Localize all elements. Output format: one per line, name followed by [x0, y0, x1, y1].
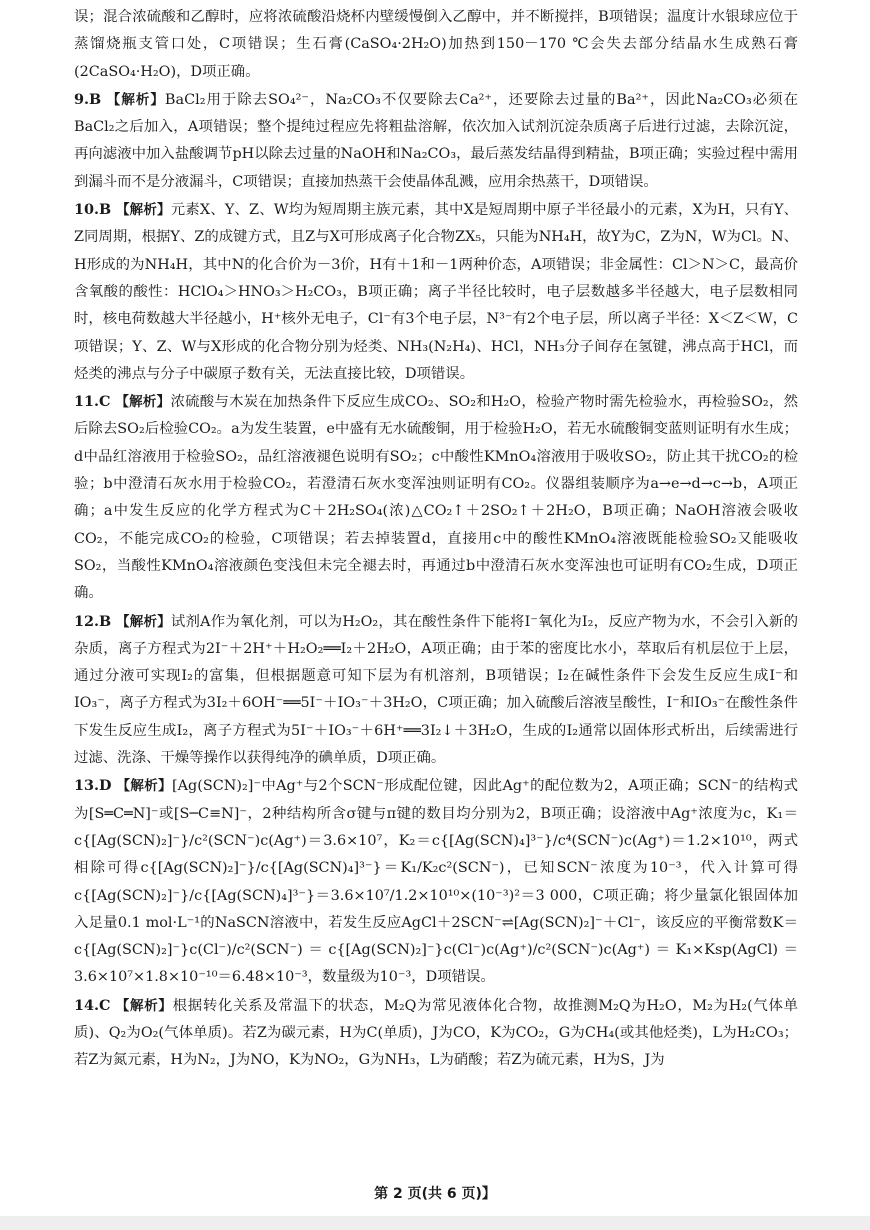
page-footer: 第 2 页(共 6 页)】 — [374, 1186, 496, 1202]
paragraph-text: 误；混合浓硫酸和乙醇时，应将浓硫酸沿烧杯内壁缓慢倒入乙醇中，并不断搅拌，B项错误；温度计水银球应位于蒸馏烧瓶支管口处，C项错误；生石膏(CaSO₄·2H₂O)加热到150－170 ℃会失去部分结晶水生成熟石膏(2CaSO₄·H₂O)，D项正确。 — [74, 9, 798, 80]
paragraph-text: 试剂A作为氧化剂，可以为H₂O₂，其在酸性条件下能将I⁻氧化为I₂，反应产物为水，不会引入新的杂质，离子方程式为2I⁻＋2H⁺＋H₂O₂══I₂＋2H₂O，A项正确；由于苯的密度比水小，萃取后有机层位于上层，通过分液可实现I₂的富集，但根据题意可知下层为有机溶剂，B项错误；I₂在碱性条件下会发生反应生成I⁻和IO₃⁻，离子方程式为3I₂＋6OH⁻══5I⁻＋IO₃⁻＋3H₂O，C项正确；加入硫酸后溶液呈酸性，I⁻和IO₃⁻在酸性条件下发生反应生成I₂，离子方程式为5I⁻＋IO₃⁻＋6H⁺══3I₂↓＋3H₂O，生成的I₂通常以固体形式析出，后续需进行过滤、洗涤、干燥等操作以获得纯净的碘单质，D项正确。 — [74, 613, 799, 767]
question-number: 12.B — [74, 612, 112, 630]
answer-10 — [74, 196, 798, 388]
paragraph-8-continued — [74, 4, 798, 86]
bottom-edge — [0, 1216, 870, 1230]
question-number: 10.B — [74, 201, 112, 219]
paragraph-text: 元素X、Y、Z、W均为短周期主族元素，其中X是短周期中原子半径最小的元素，X为H，只有Y、Z同周期，根据Y、Z的成键方式，且Z与X可形成离子化合物ZX₅，只能为NH₄H，故Y为C，Z为N，W为Cl。N、H形成的为NH₄H，其中N的化合价为－3价，H有＋1和－1两种价态，A项错误；非金属性：Cl＞N＞C，最高价含氧酸的酸性：HClO₄＞HNO₃＞H₂CO₃，B项正确；离子半径比较时，电子层数越多半径越大，电子层数相同时，核电荷数越大半径越小，H⁺核外无电子，Cl⁻有3个电子层，N³⁻有2个电子层，所以离子半径：X＜Z＜W，C项错误；Y、Z、W与X形成的化合物分别为烃类、NH₃(N₂H₄)、HCl，NH₃分子间存在氢键，沸点高于HCl，而烃类的沸点与分子中碳原子数有关，无法直接比较，D项错误。 — [74, 202, 799, 382]
answer-13 — [74, 772, 798, 991]
analysis-tag: 【解析】 — [115, 997, 173, 1014]
answer-14 — [74, 992, 798, 1075]
analysis-tag: 【解析】 — [116, 613, 171, 630]
answer-12 — [74, 608, 798, 773]
paragraph-text: 根据转化关系及常温下的状态，M₂Q为常见液体化合物，故推测M₂Q为H₂O，M₂为H₂(气体单质)、Q₂为O₂(气体单质)。若Z为碳元素，H为C(单质)，J为CO，K为CO₂，G为CH₄(或其他烃类)，L为H₂CO₃；若Z为氮元素，H为N₂，J为NO，K为NO₂，G为NH₃，L为硝酸；若Z为硫元素，H为S，J为 — [74, 997, 798, 1069]
analysis-tag: 【解析】 — [115, 394, 171, 411]
analysis-tag: 【解析】 — [115, 202, 171, 219]
paragraph-text: BaCl₂用于除去SO₄²⁻，Na₂CO₃不仅要除去Ca²⁺，还要除去过量的Ba²⁺，因此Na₂CO₃必须在BaCl₂之后加入，A项错误；整个提纯过程应先将粗盐溶解，依次加入试剂沉淀杂质离子后进行过滤，去除沉淀，再向滤液中加入盐酸调节pH以除去过量的NaOH和Na₂CO₃，最后蒸发结晶得到精盐，B项正确；实验过程中需用到漏斗而不是分液漏斗，C项错误；直接加热蒸干会使晶体乱溅，应用余热蒸干，D项错误。 — [74, 91, 799, 190]
analysis-tag: 【解析】 — [106, 91, 165, 108]
answer-9 — [74, 86, 798, 196]
answer-body — [74, 4, 798, 1075]
answer-11 — [74, 388, 798, 607]
question-number: 14.C — [74, 996, 111, 1014]
question-number: 11.C — [74, 393, 111, 411]
analysis-tag: 【解析】 — [116, 778, 173, 795]
question-number: 13.D — [74, 777, 112, 795]
paragraph-text: [Ag(SCN)₂]⁻中Ag⁺与2个SCN⁻形成配位键，因此Ag⁺的配位数为2，A项正确；SCN⁻的结构式为[S═C═N]⁻或[S─C≡N]⁻，2种结构所含σ键与π键的数目均分别为2，B项正确；设溶液中Ag⁺浓度为c，K₁＝c{[Ag(SCN)₂]⁻}/c²(SCN⁻)c(Ag⁺)＝3.6×10⁷，K₂＝c{[Ag(SCN)₄]³⁻}/c⁴(SCN⁻)c(Ag⁺)＝1.2×10¹⁰，两式相除可得c{[Ag(SCN)₂]⁻}/c{[Ag(SCN)₄]³⁻}＝K₁/K₂c²(SCN⁻)，已知SCN⁻浓度为10⁻³，代入计算可得c{[Ag(SCN)₂]⁻}/c{[Ag(SCN)₄]³⁻}＝3.6×10⁷/1.2×10¹⁰×(10⁻³)²＝3 000，C项正确；将少量氯化银固体加入足量0.1 mol·L⁻¹的NaSCN溶液中，若发生反应AgCl＋2SCN⁻⇌[Ag(SCN)₂]⁻＋Cl⁻，该反应的平衡常数K＝c{[Ag(SCN)₂]⁻}c(Cl⁻)/c²(SCN⁻)＝c{[Ag(SCN)₂]⁻}c(Cl⁻)c(Ag⁺)/c²(SCN⁻)c(Ag⁺)＝K₁×Ksp(AgCl)＝3.6×10⁷×1.8×10⁻¹⁰＝6.48×10⁻³，数量级为10⁻³，D项错误。 — [74, 778, 799, 986]
paragraph-text: 浓硫酸与木炭在加热条件下反应生成CO₂、SO₂和H₂O，检验产物时需先检验水，再检验SO₂，然后除去SO₂后检验CO₂。a为发生装置，e中盛有无水硫酸铜，用于检验H₂O，若无水硫酸铜变蓝则证明有水生成；d中品红溶液用于检验SO₂，品红溶液褪色说明有SO₂；c中酸性KMnO₄溶液用于吸收SO₂，防止其干扰CO₂的检验；b中澄清石灰水用于检验CO₂，若澄清石灰水变浑浊则证明有CO₂。仪器组装顺序为a→e→d→c→b，A项正确；a中发生反应的化学方程式为C＋2H₂SO₄(浓)△CO₂↑＋2SO₂↑＋2H₂O，B项正确；NaOH溶液会吸收CO₂，不能完成CO₂的检验，C项错误；若去掉装置d，直接用c中的酸性KMnO₄溶液既能检验SO₂又能吸收SO₂，当酸性KMnO₄溶液颜色变浅但未完全褪去时，再通过b中澄清石灰水变浑浊也可证明有CO₂生成，D项正确。 — [74, 394, 799, 602]
question-number: 9.B — [74, 90, 102, 108]
